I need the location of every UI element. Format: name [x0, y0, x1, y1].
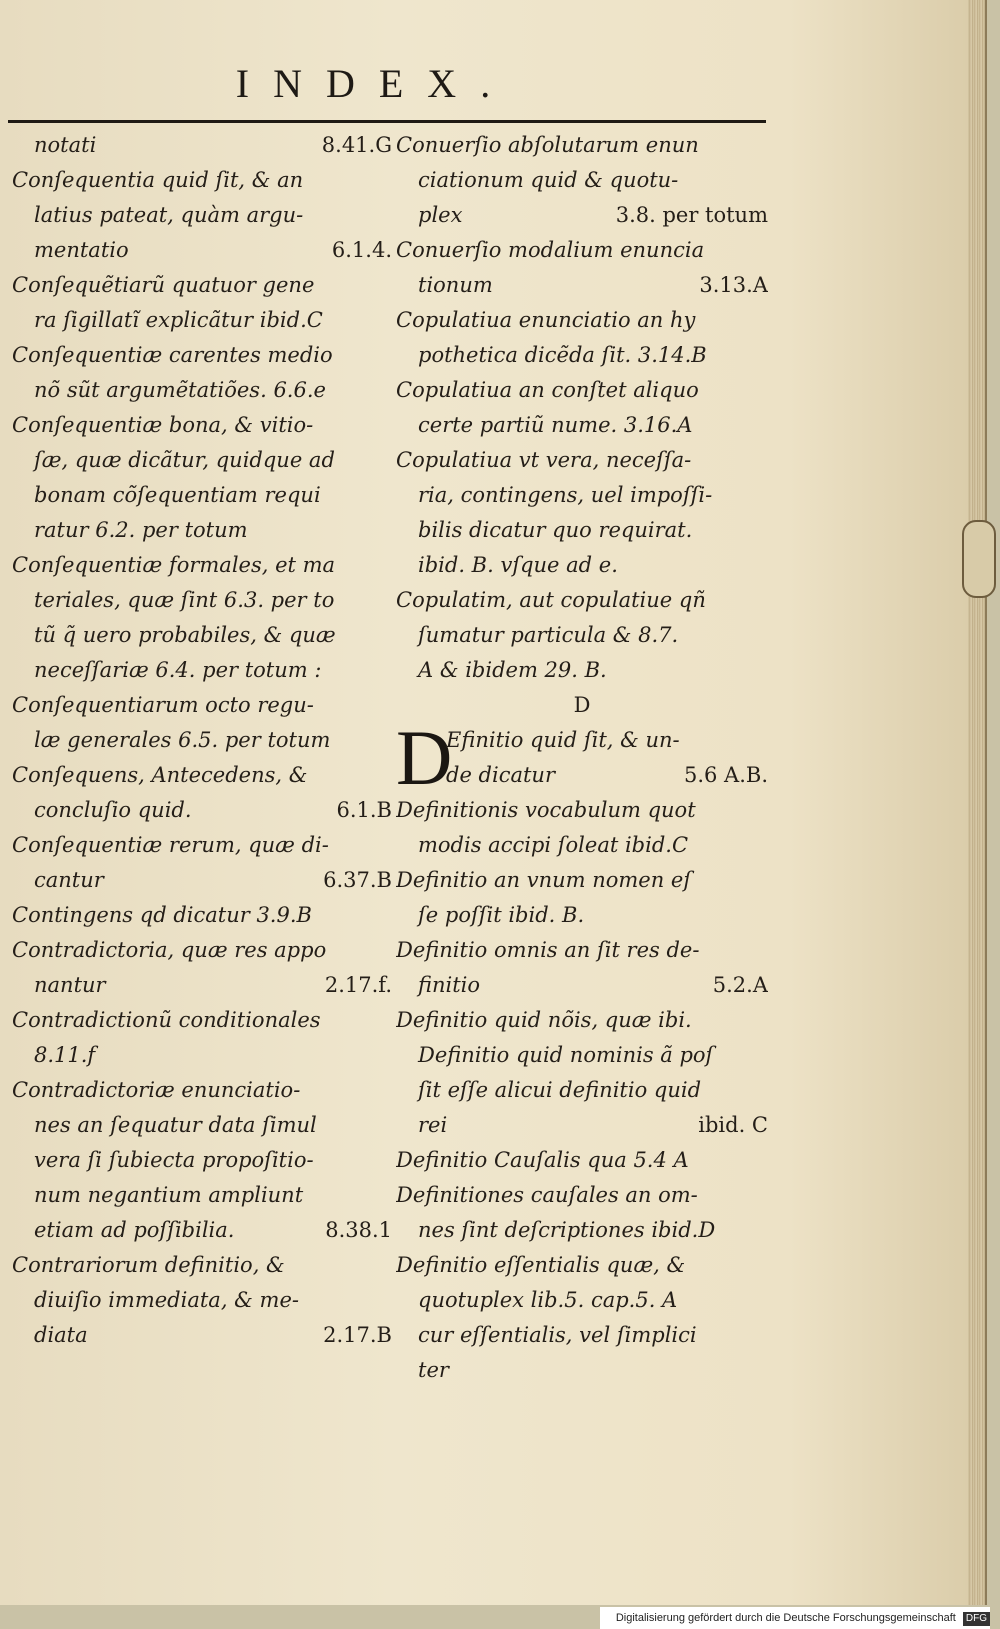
index-entry-line	[396, 408, 768, 443]
index-entry-line	[12, 513, 392, 548]
entry-text: rei	[418, 1113, 448, 1137]
entry-text: Definitio an vnum nomen eſ	[396, 868, 692, 892]
entry-text: Contradictoria, quæ res appo	[12, 938, 327, 962]
entry-text: modis accipi ſoleat ibid.C	[418, 833, 689, 857]
index-entry-line	[12, 1248, 392, 1283]
entry-text: ibid. B. vſque ad e.	[418, 553, 618, 577]
entry-text: nõ sũt argumẽtatiões. 6.6.e	[34, 378, 326, 402]
entry-text: Definitio eſſentialis quæ, &	[396, 1253, 686, 1277]
index-entry-line	[12, 1073, 392, 1108]
entry-text: Conſequentiæ carentes medio	[12, 343, 333, 367]
entry-reference: 2.17.f.	[324, 973, 392, 997]
index-entry-line	[396, 268, 768, 303]
index-entry-line	[396, 1038, 768, 1073]
index-entry-line	[12, 863, 392, 898]
entry-text: Conſequentia quid ſit, & an	[12, 168, 304, 192]
entry-text: Contradictionũ conditionales	[12, 1008, 321, 1032]
entry-text: de dicatur	[446, 763, 555, 787]
index-entry-line	[12, 1143, 392, 1178]
index-entry-line	[12, 968, 392, 1003]
index-entry-line	[446, 723, 768, 758]
entry-reference: 6.1.B	[336, 798, 392, 822]
entry-text: ria, contingens, uel impoſſi-	[418, 483, 713, 507]
index-right-column	[396, 128, 768, 1388]
index-entry-line	[12, 653, 392, 688]
entry-text: nes ſint deſcriptiones ibid.D	[418, 1218, 716, 1242]
entry-text: Conuerſio abſolutarum enun	[396, 133, 699, 157]
entry-text: Conſequentiarum octo regu-	[12, 693, 314, 717]
index-entry-line	[12, 793, 392, 828]
entry-text: pothetica dicẽda ſit. 3.14.B	[418, 343, 707, 367]
entry-text: Conuerſio modalium enuncia	[396, 238, 705, 262]
entry-text: plex	[418, 203, 463, 227]
index-entry-line	[12, 723, 392, 758]
entry-text: læ generales 6.5. per totum	[34, 728, 331, 752]
entry-text: Conſequentiæ rerum, quæ di-	[12, 833, 329, 857]
index-entry-line	[396, 828, 768, 863]
index-entry-line	[396, 653, 768, 688]
index-entry-line	[12, 1213, 392, 1248]
index-entry-line	[396, 793, 768, 828]
index-entry-line	[12, 233, 392, 268]
index-entry-line	[396, 163, 768, 198]
drop-cap-initial: D	[396, 714, 453, 801]
footer-credit-text: Digitalisierung gefördert durch die Deutsche Forschungsgemeinschaft	[615, 1612, 956, 1624]
entry-text: Copulatiua enunciatio an hy	[396, 308, 696, 332]
index-entry-line	[12, 688, 392, 723]
index-entry-line	[12, 583, 392, 618]
index-entry-line	[12, 1283, 392, 1318]
index-entry-line	[12, 1003, 392, 1038]
index-entry-line	[12, 338, 392, 373]
index-entry-line	[12, 163, 392, 198]
entry-text: Efinitio quid ſit, & un-	[446, 728, 680, 752]
entry-text: Definitio quid nominis ã poſ	[418, 1043, 714, 1067]
entry-reference: 6.1.4.	[331, 238, 392, 262]
index-entry-line	[12, 303, 392, 338]
entry-text: Conſequentiæ formales, et ma	[12, 553, 336, 577]
entry-text: nes an ſequatur data ſimul	[34, 1113, 317, 1137]
index-entry-line	[12, 443, 392, 478]
index-entry-line	[396, 303, 768, 338]
index-left-column	[12, 128, 392, 1353]
index-entry-line	[396, 1073, 768, 1108]
entry-text: Copulatiua an conſtet aliquo	[396, 378, 699, 402]
index-entry-line	[396, 1178, 768, 1213]
entry-text: Definitio Cauſalis qua 5.4 A	[396, 1148, 689, 1172]
index-entry-line	[12, 898, 392, 933]
entry-text: ciationum quid & quotu-	[418, 168, 679, 192]
decorated-initial-entry	[396, 714, 768, 801]
entry-text: etiam ad poſſibilia.	[34, 1218, 235, 1242]
book-fore-edge	[968, 0, 985, 1605]
entry-text: finitio	[418, 973, 481, 997]
index-entry-line	[12, 933, 392, 968]
index-entry-line	[396, 933, 768, 968]
entry-text: bonam cõſequentiam requi	[34, 483, 321, 507]
index-entry-line	[396, 548, 768, 583]
index-entry-line	[396, 1248, 768, 1283]
entry-text: ſæ, quæ dicãtur, quidque ad	[34, 448, 335, 472]
entry-text: mentatio	[34, 238, 129, 262]
index-entry-line	[396, 1108, 768, 1143]
entry-text: 8.11.f	[34, 1043, 96, 1067]
entry-reference: 2.17.B	[323, 1323, 392, 1347]
entry-text: Copulatim, aut copulatiue qñ	[396, 588, 706, 612]
index-entry-line	[12, 373, 392, 408]
entry-text: ra ſigillatĩ explicãtur ibid.C	[34, 308, 323, 332]
index-entry-line	[396, 1003, 768, 1038]
entry-text: tũ q̃ uero probabiles, & quæ	[34, 623, 336, 647]
index-entry-line	[396, 478, 768, 513]
entry-text: bilis dicatur quo requirat.	[418, 518, 693, 542]
entry-text: neceſſariæ 6.4. per totum :	[34, 658, 322, 682]
entry-text: Definitio omnis an ſit res de-	[396, 938, 700, 962]
entry-text: Definitionis vocabulum quot	[396, 798, 696, 822]
entry-text: Conſequẽtiarũ quatuor gene	[12, 273, 315, 297]
index-entry-line	[396, 128, 768, 163]
entry-text: ratur 6.2. per totum	[34, 518, 248, 542]
index-entry-line	[12, 828, 392, 863]
entry-reference: 8.38.1	[325, 1218, 392, 1242]
index-entry-line	[12, 268, 392, 303]
index-entry-line	[446, 758, 768, 793]
index-entry-line	[12, 618, 392, 653]
dfg-logo: DFG	[963, 1612, 990, 1626]
entry-text: Conſequens, Antecedens, &	[12, 763, 308, 787]
entry-text: cur eſſentialis, vel ſimplici	[418, 1323, 697, 1347]
entry-text: Definitio quid nõis, quæ ibi.	[396, 1008, 692, 1032]
index-entry-line	[12, 478, 392, 513]
entry-text: ter	[418, 1358, 449, 1382]
index-entry-line	[396, 1213, 768, 1248]
entry-text: ſe poſſit ibid. B.	[418, 903, 585, 927]
index-entry-line	[396, 898, 768, 933]
index-entry-line	[396, 513, 768, 548]
index-entry-line	[396, 198, 768, 233]
entry-text: Conſequentiæ bona, & vitio-	[12, 413, 314, 437]
index-entry-line	[396, 583, 768, 618]
index-entry-line	[12, 758, 392, 793]
index-entry-line	[396, 618, 768, 653]
index-entry-line	[12, 1038, 392, 1073]
index-entry-line	[12, 198, 392, 233]
index-entry-line	[396, 1353, 768, 1388]
digitization-footer	[600, 1607, 990, 1629]
entry-reference: 3.8. per totum	[615, 203, 768, 227]
entry-reference: 6.37.B	[323, 868, 392, 892]
entry-text: A & ibidem 29. B.	[418, 658, 607, 682]
entry-text: Copulatiua vt vera, neceſſa-	[396, 448, 692, 472]
index-entry-line	[12, 1108, 392, 1143]
entry-text: ſit eſſe alicui definitio quid	[418, 1078, 702, 1102]
section-letter: D	[573, 693, 591, 717]
index-entry-line	[12, 1178, 392, 1213]
entry-reference: 5.6 A.B.	[683, 763, 768, 787]
entry-text: vera ſi ſubiecta propoſitio-	[34, 1148, 314, 1172]
entry-text: Contrariorum definitio, &	[12, 1253, 285, 1277]
clasp-loop	[962, 520, 996, 598]
header-rule	[8, 120, 766, 123]
index-entry-line	[396, 968, 768, 1003]
entry-text: Definitiones cauſales an om-	[396, 1183, 698, 1207]
entry-text: Contradictoriæ enunciatio-	[12, 1078, 301, 1102]
entry-text: concluſio quid.	[34, 798, 192, 822]
entry-text: nantur	[34, 973, 106, 997]
index-entry-line	[396, 863, 768, 898]
entry-text: teriales, quæ ſint 6.3. per to	[34, 588, 335, 612]
entry-reference: ibid. C	[698, 1113, 768, 1137]
entry-text: num negantium ampliunt	[34, 1183, 304, 1207]
entry-text: tionum	[418, 273, 493, 297]
entry-text: quotuplex lib.5. cap.5. A	[418, 1288, 678, 1312]
index-entry-line	[396, 1283, 768, 1318]
index-entry-line	[12, 1318, 392, 1353]
entry-reference: 5.2.A	[712, 973, 768, 997]
index-entry-line	[396, 233, 768, 268]
entry-text: certe partiũ nume. 3.16.A	[418, 413, 693, 437]
entry-text: diata	[34, 1323, 88, 1347]
index-entry-line	[396, 443, 768, 478]
entry-text: diuiſio immediata, & me-	[34, 1288, 299, 1312]
index-entry-line	[396, 338, 768, 373]
entry-text: ſumatur particula & 8.7.	[418, 623, 679, 647]
entry-reference: 3.13.A	[699, 273, 768, 297]
entry-text: notati	[34, 133, 97, 157]
index-entry-line	[396, 1318, 768, 1353]
entry-text: latius pateat, quàm argu-	[34, 203, 304, 227]
index-entry-line	[12, 548, 392, 583]
entry-text: cantur	[34, 868, 104, 892]
index-entry-line	[12, 128, 392, 163]
page-header-title: INDEX.	[235, 61, 515, 106]
index-entry-line	[396, 1143, 768, 1178]
index-entry-line	[12, 408, 392, 443]
index-entry-line	[396, 373, 768, 408]
entry-text: Contingens qd dicatur 3.9.B	[12, 903, 312, 927]
entry-reference: 8.41.G	[321, 133, 392, 157]
